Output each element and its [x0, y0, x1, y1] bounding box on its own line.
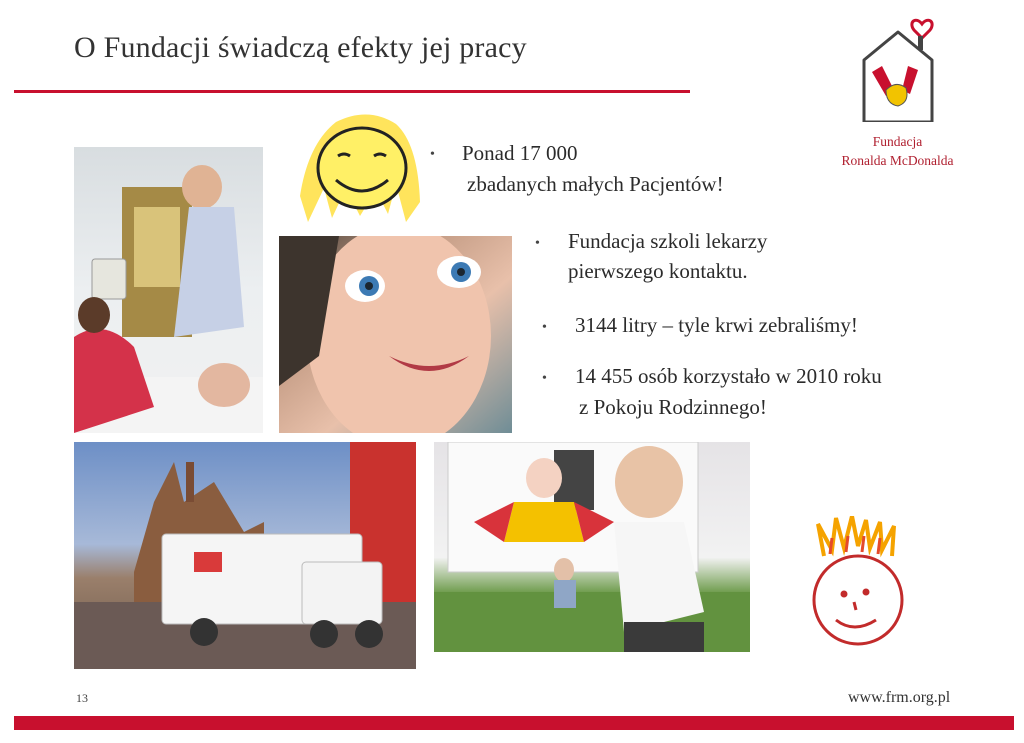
child-drawing-girl	[288, 104, 428, 228]
bullet-3-line-1: 3144 litry – tyle krwi zebraliśmy!	[575, 313, 858, 337]
foundation-logo	[858, 10, 938, 122]
bullet-1-line-2: zbadanych małych Pacjentów!	[467, 172, 724, 196]
photo-smiling-baby	[279, 236, 512, 433]
slide-title: O Fundacji świadczą efekty jej pracy	[74, 31, 527, 64]
photo-mobile-clinic-square	[74, 442, 416, 669]
brand-name	[815, 132, 980, 170]
brand-line-1: Fundacja	[872, 134, 923, 149]
bullet-dot: •	[430, 147, 435, 162]
bullet-2-line-2: pierwszego kontaktu.	[568, 259, 748, 283]
child-drawing-boy	[806, 516, 916, 650]
logo-hand	[886, 84, 907, 106]
bullet-dot: •	[535, 236, 540, 251]
title-underline	[14, 90, 690, 93]
bullet-1-line-1: Ponad 17 000	[462, 141, 578, 165]
logo-chimney	[918, 36, 923, 50]
bullet-2-line-1: Fundacja szkoli lekarzy	[568, 229, 768, 253]
logo-heart	[912, 20, 932, 38]
photo-child-by-ambulance	[434, 442, 750, 652]
brand-line-2: Ronalda McDonalda	[841, 153, 954, 168]
bullet-4-line-1: 14 455 osób korzystało w 2010 roku	[575, 364, 882, 388]
bullet-dot: •	[542, 371, 547, 386]
photo-doctor-examination	[74, 147, 263, 433]
footer-bar	[14, 716, 1014, 730]
bullet-dot: •	[542, 320, 547, 335]
website-url: www.frm.org.pl	[848, 689, 951, 706]
page-number: 13	[76, 691, 88, 705]
bullet-4-line-2: z Pokoju Rodzinnego!	[579, 395, 767, 419]
